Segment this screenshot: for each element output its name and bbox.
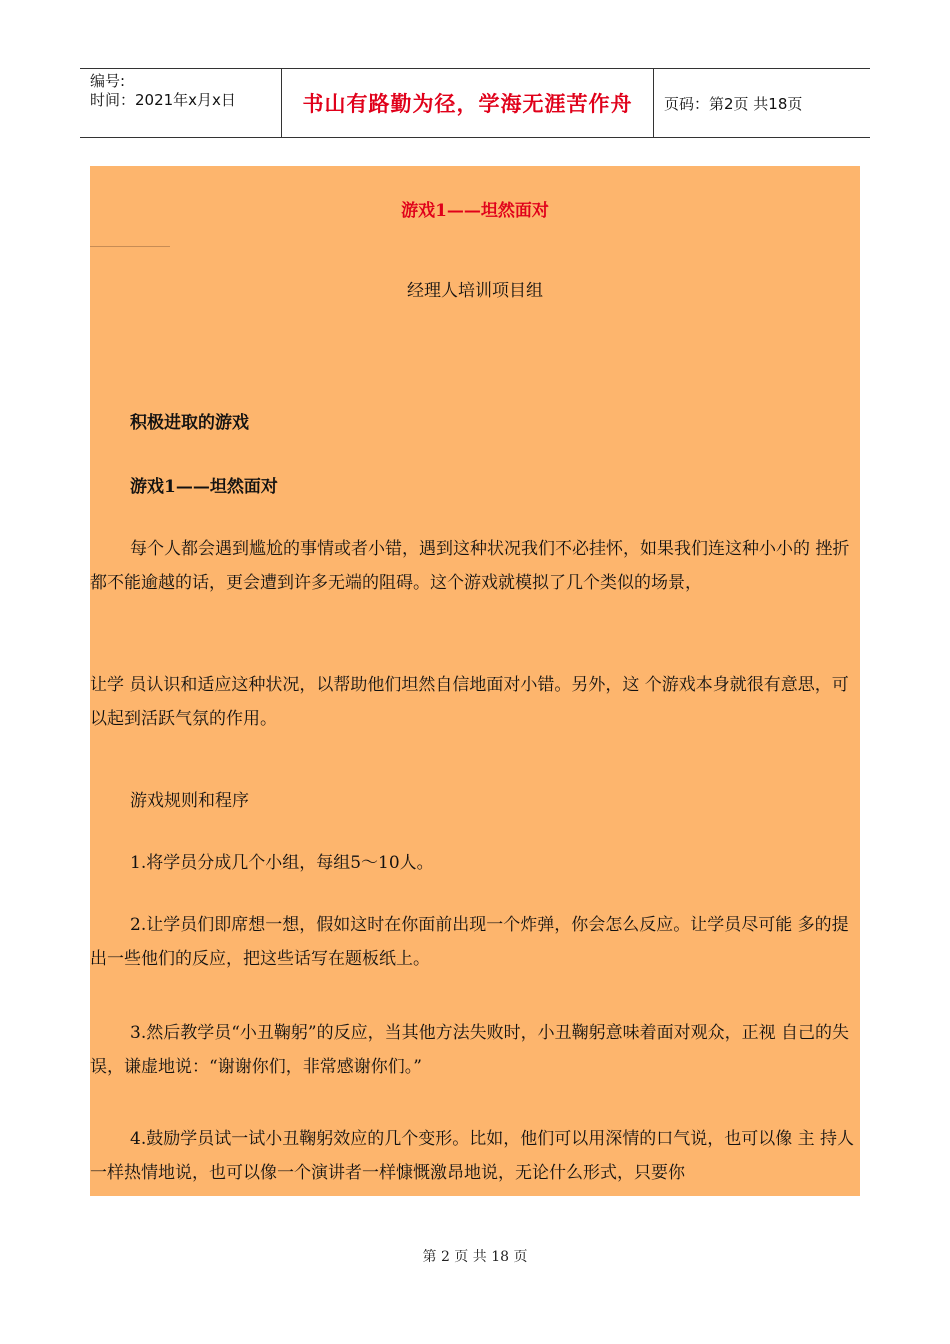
game-heading: 游戏1——坦然面对 bbox=[130, 477, 278, 497]
step-3: 3.然后教学员“小丑鞠躬”的反应，当其他方法失败时，小丑鞠躬意味着面对观众，正视 自己的失误，谦虚地说：“谢谢你们，非常感谢你们。” bbox=[90, 1023, 850, 1077]
step-2: 2.让学员们即席想一想，假如这时在你面前出现一个炸弹，你会怎么反应。让学员尽可能 多的提出一些他们的反应，把这些话写在题板纸上。 bbox=[90, 915, 849, 969]
content-panel bbox=[90, 166, 860, 1196]
divider-line bbox=[90, 246, 170, 247]
header-number-label: 编号: bbox=[90, 72, 126, 90]
doc-title: 游戏1——坦然面对 bbox=[401, 201, 549, 221]
intro-paragraph-1: 每个人都会遇到尴尬的事情或者小错，遇到这种状况我们不必挂怀，如果我们连这种小小的 挫折都不能逾越的话，更会遭到许多无端的阻碍。这个游戏就模拟了几个类似的场景， bbox=[90, 539, 850, 593]
rules-heading: 游戏规则和程序 bbox=[130, 791, 249, 811]
intro-paragraph-2: 让学 员认识和适应这种状况，以帮助他们坦然自信地面对小错。另外，这 个游戏本身就很有意思，可以起到活跃气氛的作用。 bbox=[90, 675, 849, 729]
header-motto: 书山有路勤为径，学海无涯苦作舟 bbox=[282, 69, 654, 137]
header-time-label: 时间：2021年x月x日 bbox=[90, 91, 236, 109]
header-page-info: 页码：第2页 共18页 bbox=[664, 94, 803, 113]
step-1: 1.将学员分成几个小组，每组5～10人。 bbox=[130, 853, 434, 873]
step-4: 4.鼓励学员试一试小丑鞠躬效应的几个变形。比如，他们可以用深情的口气说，也可以像 主 持人一样热情地说，也可以像一个演讲者一样慷慨激昂地说，无论什么形式，只要你 bbox=[90, 1129, 855, 1183]
doc-subtitle: 经理人培训项目组 bbox=[407, 281, 543, 301]
header-meta-cell bbox=[80, 69, 282, 137]
page-footer: 第 2 页 共 18 页 bbox=[422, 1249, 528, 1265]
header-table bbox=[80, 68, 870, 138]
section-heading: 积极进取的游戏 bbox=[130, 413, 249, 433]
